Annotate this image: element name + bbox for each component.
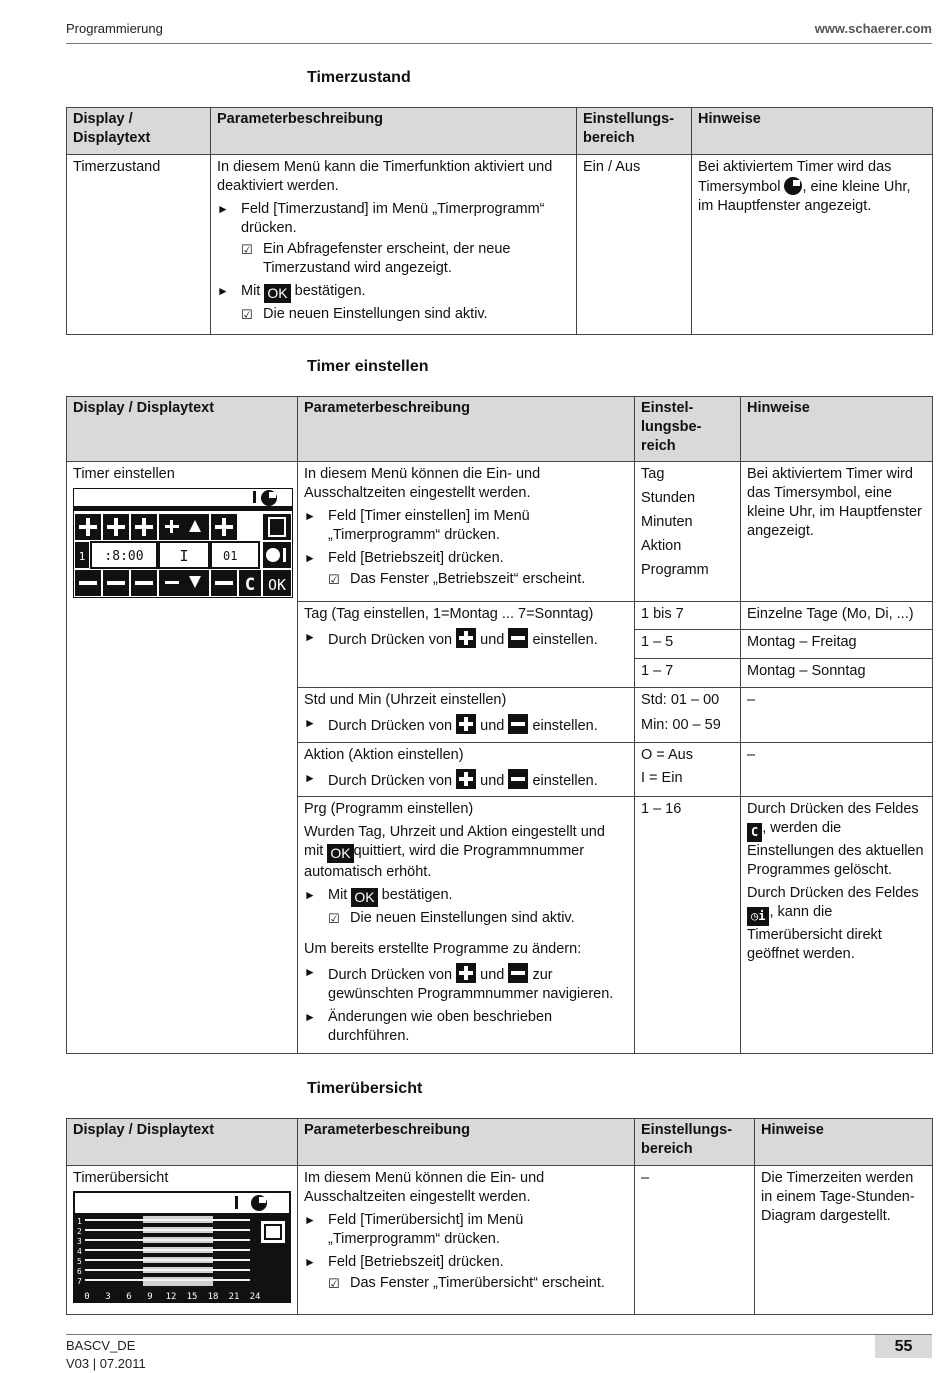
- step: ► Feld [Timerzustand] im Menü „Timerprogramm“ drücken.: [217, 201, 545, 236]
- cell-description: Tag (Tag einstellen, 1=Montag ... 7=Sonntag) ► Durch Drücken von und einstellen.: [298, 602, 635, 688]
- step: ► Feld [Betriebszeit] drücken.: [304, 550, 504, 566]
- overview-hour-label: 0: [84, 1292, 90, 1302]
- cell-notes: –: [741, 743, 933, 797]
- step: ► Feld [Betriebszeit] drücken.: [304, 1254, 504, 1270]
- minus-button-icon: [508, 769, 528, 789]
- section-title-timerzustand: Timerzustand: [307, 69, 411, 86]
- svg-text:01: 01: [223, 549, 238, 563]
- ok-button-icon: OK: [264, 284, 290, 303]
- cell-description: Aktion (Aktion einstellen) ► Durch Drücken von und einstellen.: [298, 743, 635, 797]
- cell-range: Ein / Aus: [577, 155, 692, 335]
- overview-day-label: 7: [77, 1277, 82, 1286]
- checkbox-icon: ☑: [328, 911, 340, 926]
- svg-text::8:00: :8:00: [104, 549, 144, 564]
- svg-text:OK: OK: [267, 576, 287, 594]
- page-number: 55: [875, 1335, 932, 1358]
- col-header-display: Display / Displaytext: [67, 1119, 298, 1166]
- table-timer-einstellen: [66, 396, 933, 1054]
- lcd-timer-overview-mockup: [73, 1191, 291, 1303]
- step: ► Durch Drücken von und einstellen.: [304, 630, 598, 648]
- col-header-description: Parameterbeschreibung: [211, 108, 577, 155]
- minus-button-icon: [508, 714, 528, 734]
- plus-button-icon: [456, 963, 476, 983]
- checkbox-icon: ☑: [241, 242, 253, 257]
- cell-notes: Bei aktiviertem Timer wird das Timersymbol , eine kleine Uhr, im Hauptfenster angezeigt.: [692, 155, 933, 335]
- checkbox-icon: ☑: [328, 572, 340, 587]
- svg-text:1: 1: [78, 550, 86, 563]
- ok-button-icon: OK: [327, 844, 353, 863]
- running-header-url: www.schaerer.com: [814, 21, 932, 36]
- overview-day-label: 6: [77, 1267, 82, 1276]
- cell-range: 1 bis 7: [635, 602, 741, 630]
- checkbox-icon: ☑: [328, 1276, 340, 1291]
- result: ☑ Das Fenster „Betriebszeit“ erscheint.: [328, 571, 586, 587]
- overview-hour-label: 9: [147, 1292, 153, 1302]
- overview-day-label: 5: [77, 1257, 82, 1266]
- cell-description: [298, 462, 635, 602]
- cell-notes: –: [741, 688, 933, 743]
- section-title-timeruebersicht: Timerübersicht: [307, 1080, 423, 1097]
- svg-text:C: C: [244, 575, 256, 595]
- plus-button-icon: [456, 628, 476, 648]
- col-header-notes: Hinweise: [692, 108, 933, 155]
- overview-hour-label: 15: [186, 1292, 198, 1302]
- svg-text:I: I: [179, 547, 189, 565]
- ok-button-icon: OK: [351, 888, 377, 907]
- col-header-range: Einstellungs-bereich: [577, 108, 692, 155]
- running-header-left: Programmierung: [66, 21, 163, 36]
- step: ► Änderungen wie oben beschrieben durchführen.: [304, 1009, 553, 1044]
- cell-display: Timerzustand: [67, 155, 211, 335]
- overview-hour-label: 6: [126, 1292, 132, 1302]
- cell-notes: Bei aktiviertem Timer wird das Timersymbol, eine kleine Uhr, im Hauptfenster angezeigt.: [741, 462, 933, 602]
- cell-notes: Montag – Freitag: [741, 630, 933, 659]
- cell-range: Std: 01 – 00 Min: 00 – 59: [635, 688, 741, 743]
- step: ► Feld [Timerübersicht] im Menü „Timerprogramm“ drücken.: [304, 1212, 524, 1247]
- cell-notes: Durch Drücken des Feldes C , werden die Einstellungen des aktuellen Programmes gelöscht. Durch Drücken des Feldes ◷i , kann die Timerübersicht direkt geöffnet werden.: [741, 797, 933, 1054]
- table-timerzustand: [66, 107, 933, 335]
- col-header-notes: Hinweise: [741, 397, 933, 462]
- cell-range: O = Aus I = Ein: [635, 743, 741, 797]
- step: ► Mit OK bestätigen.: [304, 887, 453, 905]
- overview-hour-label: 24: [249, 1292, 261, 1302]
- minus-button-icon: [508, 628, 528, 648]
- checkbox-icon: ☑: [241, 307, 253, 322]
- cell-range: –: [635, 1166, 755, 1315]
- cell-description: [211, 155, 577, 335]
- header-rule: [66, 43, 932, 44]
- footer-rule: [66, 1334, 932, 1335]
- display-label: Timerübersicht: [73, 1170, 169, 1186]
- clock-icon: [784, 177, 802, 195]
- minus-button-icon: [508, 963, 528, 983]
- cell-range: Tag Stunden Minuten Aktion Programm: [635, 462, 741, 602]
- footer-doc-id: BASCV_DE: [66, 1338, 136, 1353]
- footer-version: V03 | 07.2011: [66, 1356, 146, 1371]
- step: ► Durch Drücken von und einstellen.: [304, 716, 598, 734]
- cell-notes: Einzelne Tage (Mo, Di, ...): [741, 602, 933, 630]
- cell-range: 1 – 5: [635, 630, 741, 659]
- plus-button-icon: [456, 714, 476, 734]
- cell-range: 1 – 7: [635, 659, 741, 688]
- col-header-display: Display / Displaytext: [67, 397, 298, 462]
- overview-hour-label: 3: [105, 1292, 111, 1302]
- overview-day-label: 4: [77, 1247, 82, 1256]
- cell-notes: Die Timerzeiten werden in einem Tage-Stunden-Diagram dargestellt.: [755, 1166, 933, 1315]
- timer-overview-button-icon: ◷i: [747, 907, 769, 926]
- lcd-timer-settings-mockup: [73, 488, 293, 598]
- clear-button-icon: C: [747, 823, 762, 842]
- cell-display: [67, 462, 298, 1054]
- step: ► Mit OK bestätigen.: [217, 283, 366, 301]
- result: ☑ Das Fenster „Timerübersicht“ erscheint.: [328, 1275, 605, 1291]
- overview-day-label: 3: [77, 1237, 82, 1246]
- overview-day-label: 2: [77, 1227, 82, 1236]
- overview-hour-label: 18: [207, 1292, 219, 1302]
- section-title-timer-einstellen: Timer einstellen: [307, 358, 429, 375]
- intro-text: In diesem Menü kann die Timerfunktion aktiviert und deaktiviert werden.: [217, 159, 553, 194]
- intro-text: Im diesem Menü können die Ein- und Ausschaltzeiten eingestellt werden.: [304, 1170, 545, 1205]
- intro-text: In diesem Menü können die Ein- und Ausschaltzeiten eingestellt werden.: [304, 466, 541, 501]
- table-timeruebersicht: [66, 1118, 933, 1315]
- result: ☑ Die neuen Einstellungen sind aktiv.: [328, 910, 575, 926]
- step: ► Durch Drücken von und einstellen.: [304, 771, 598, 789]
- overview-day-label: 1: [77, 1217, 82, 1226]
- cell-notes: Montag – Sonntag: [741, 659, 933, 688]
- col-header-range: Einstel-lungsbe-reich: [635, 397, 741, 462]
- col-header-display: Display / Displaytext: [67, 108, 211, 155]
- col-header-description: Parameterbeschreibung: [298, 397, 635, 462]
- cell-display: [67, 1166, 298, 1315]
- cell-range: 1 – 16: [635, 797, 741, 1054]
- col-header-description: Parameterbeschreibung: [298, 1119, 635, 1166]
- col-header-range: Einstellungs-bereich: [635, 1119, 755, 1166]
- plus-button-icon: [456, 769, 476, 789]
- result: ☑ Ein Abfragefenster erscheint, der neue Timerzustand wird angezeigt.: [241, 241, 511, 276]
- result: ☑ Die neuen Einstellungen sind aktiv.: [241, 306, 488, 322]
- cell-description: [298, 1166, 635, 1315]
- col-header-notes: Hinweise: [755, 1119, 933, 1166]
- cell-description: Prg (Programm einstellen) Wurden Tag, Uhrzeit und Aktion eingestellt und mit OK quittiert, wird die Programmnummer automatisch erhöht. ► Mit OK bestätigen. ☑ Die neuen Einstellungen sind aktiv. Um bereits erstellte Programme zu ändern: ► Durch Drücken von und zur gewünschten Programmnummer navigieren. ► Änderungen wie oben beschrieben durchführen.: [298, 797, 635, 1054]
- display-label: Timer einstellen: [73, 466, 175, 482]
- step: ► Durch Drücken von und zur gewünschten Programmnummer navigieren.: [304, 965, 614, 1002]
- cell-description: Std und Min (Uhrzeit einstellen) ► Durch Drücken von und einstellen.: [298, 688, 635, 743]
- overview-hour-label: 12: [165, 1292, 177, 1302]
- step: ► Feld [Timer einstellen] im Menü „Timerprogramm“ drücken.: [304, 508, 530, 543]
- overview-hour-label: 21: [228, 1292, 240, 1302]
